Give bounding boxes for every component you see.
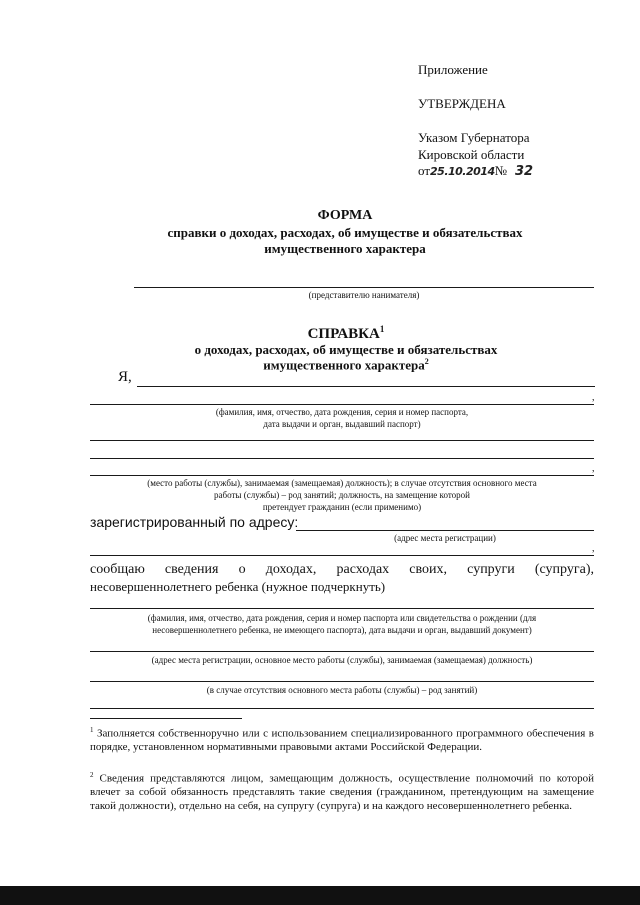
footnote-1-mark: 1: [90, 726, 94, 734]
address-line-2[interactable]: [90, 555, 594, 556]
certificate-subtitle-line-2: [0, 357, 640, 373]
work-caption-line-3: претендует гражданин (если применимо): [262, 502, 422, 512]
decree-date-line: [418, 163, 533, 179]
work-line-1[interactable]: [90, 440, 594, 441]
form-title: ФОРМА: [317, 208, 373, 223]
footnote-1: [90, 724, 594, 755]
i-label: Я,: [118, 369, 132, 385]
decree-line-1: Указом Губернатора: [418, 130, 530, 145]
certificate-subtitle-note: 2: [424, 357, 429, 366]
certificate-subtitle-line-1: о доходах, расходах, об имуществе и обязательствах: [194, 342, 498, 357]
recipient-line: [134, 287, 594, 288]
work-line-3[interactable]: [90, 475, 594, 476]
work-line-comma: ,: [592, 463, 595, 474]
relative-line[interactable]: [90, 608, 594, 609]
recipient-caption: (представителю нанимателя): [308, 290, 420, 300]
scan-edge-bar: [0, 886, 640, 905]
footnote-2-text: Сведения представляются лицом, замещающим должность, осуществление полномочий по которой влечет за собой обязанность представлять такие сведения (гражданином, претендующим на замещение такой должности), отдельно на себя, на супругу (супруга) и на каждого несовершеннолетнего ребенка.: [90, 772, 595, 812]
footnote-2: [90, 769, 594, 813]
number-label: №: [494, 163, 508, 178]
footnote-1-text: Заполняется собственноручно или с использованием специализированного программного обеспечения в порядке, установленном нормативными правовыми актами Российской Федерации.: [90, 727, 595, 754]
extra-line[interactable]: [90, 708, 594, 709]
relative-occupation-caption: (в случае отсутствия основного места работы (службы) – род занятий): [206, 685, 478, 695]
relative-occupation-line[interactable]: [90, 681, 594, 682]
handwritten-date: 25.10.2014: [430, 165, 495, 178]
appendix-label: Приложение: [418, 62, 488, 77]
registered-label: зарегистрированный по адресу:: [90, 514, 299, 530]
person-caption-line-2: дата выдачи и орган, выдавший паспорт): [263, 419, 421, 429]
name-line-comma: ,: [592, 392, 595, 403]
relative-caption-line-1: (фамилия, имя, отчество, дата рождения, серия и номер паспорта или свидетельства о рождении (для: [147, 613, 537, 623]
work-line-2[interactable]: [90, 458, 594, 459]
certificate-title: [0, 324, 640, 343]
footnote-2-mark: 2: [90, 771, 94, 779]
name-line-1[interactable]: [137, 386, 595, 387]
address-line-comma: ,: [592, 543, 595, 554]
name-line-2[interactable]: [90, 404, 594, 405]
person-caption-line-1: (фамилия, имя, отчество, дата рождения, серия и номер паспорта,: [215, 407, 469, 417]
relative-address-caption: (адрес места регистрации, основное место работы (службы), занимаемая (замещаемая) должность): [151, 655, 533, 665]
form-subtitle-line-1: справки о доходах, расходах, об имуществе и обязательствах: [167, 225, 523, 240]
address-caption: (адрес места регистрации): [394, 533, 496, 543]
certificate-subtitle-line-2-text: имущественного характера: [263, 357, 425, 373]
certificate-title-note: 1: [379, 324, 385, 334]
work-caption-line-1: (место работы (службы), занимаемая (замещаемая) должность); в случае отсутствия основного места: [147, 478, 537, 488]
certificate-title-text: СПРАВКА: [307, 326, 380, 342]
date-prefix: от: [418, 163, 431, 178]
approved-label: УТВЕРЖДЕНА: [418, 96, 506, 111]
handwritten-number: 32: [515, 164, 534, 179]
work-caption-line-2: работы (службы) – род занятий; должность, на замещение которой: [214, 490, 470, 500]
decree-line-2: Кировской области: [418, 147, 525, 162]
relative-caption-line-2: несовершеннолетнего ребенка, не имеющего паспорта), дата выдачи и орган, выдавший документ): [152, 625, 532, 635]
report-line-2: несовершеннолетнего ребенка (нужное подчеркнуть): [90, 579, 386, 594]
report-line-1: сообщаю сведения о доходах, расходах своих, супруги (супруга),: [90, 562, 594, 577]
address-line[interactable]: [296, 530, 594, 531]
footnote-separator: [90, 718, 242, 719]
form-subtitle-line-2: имущественного характера: [264, 241, 426, 256]
relative-address-line[interactable]: [90, 651, 594, 652]
